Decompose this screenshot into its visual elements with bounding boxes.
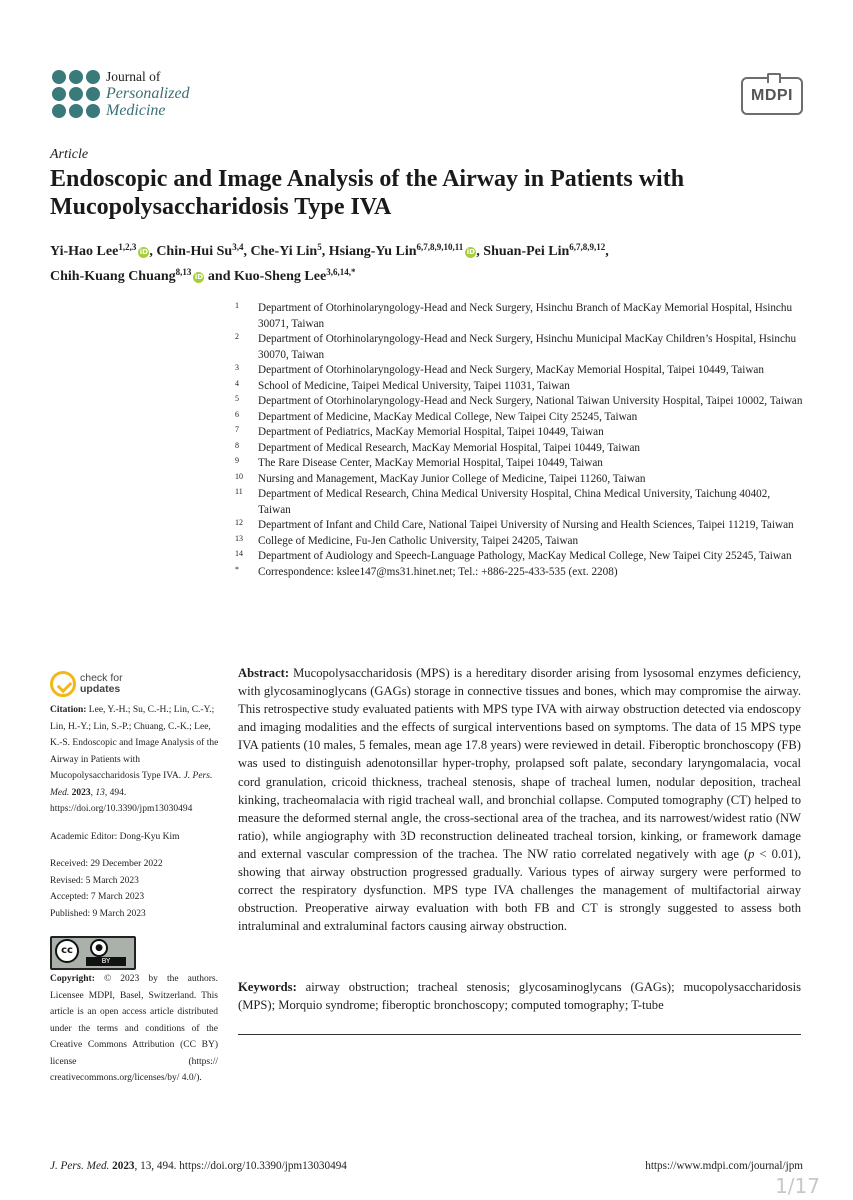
affiliation-item — [235, 565, 805, 581]
affiliation-text: Department of Otorhinolaryngology-Head and Neck Surgery, National Taiwan University Hospital, Taipei 10002, Taiwan — [258, 395, 803, 407]
affiliation-text: Department of Medical Research, China Medical University Hospital, China Medical University, Taichung 40402, Taiwan — [258, 488, 771, 516]
affiliation-text: The Rare Disease Center, MacKay Memorial Hospital, Taipei 10449, Taiwan — [258, 457, 603, 469]
affiliation-number: 8 — [235, 440, 239, 450]
affiliation-text: Department of Otorhinolaryngology-Head and Neck Surgery, Hsinchu Branch of MacKay Memorial Hospital, Hsinchu 30071, Taiwan — [258, 302, 793, 330]
orcid-icon[interactable]: iD — [194, 273, 204, 281]
attribution-person-icon: ● — [90, 939, 108, 957]
abstract-text-part1: Mucopolysaccharidosis (MPS) is a hereditary disorder arising from lysosomal enzymes deficiency, with glycosaminoglycans (GAGs) storage in connective tissues and bones, which may compromise the airway. This retrospective study evaluated patients with MPS type IVA with airway obstruction detected via endoscopy and imaging modalities and the effects of surgical interventions based on symptoms. The data of 15 MPS type IVA patients (10 males, 5 females, mean age 17.8 years) were reviewed in detail. Fiberoptic bronchoscopy (FB) was used to distinguish adenotonsillar hyper-trophy, prolapsed soft palate, secondary laryngomalacia, vocal cord granulation, cricoid thickness, tracheal stenosis, shape of tracheal lumen, nodular deposition, tracheal kinking, tracheomalacia with rigid tracheal wall, and bronchial collapse. Computed tomography (CT) helped to measure the deformed sternal angle, the cross-sectional area of the trachea, and its narrowest/widest ratio (NW ratio), while angiography with 3D reconstruction delineated tracheal torsion, kinking, or framework damage and external vascular compression of the trachea. The NW ratio correlated negatively with age ( — [238, 666, 801, 861]
citation-label: Citation: — [50, 705, 87, 715]
keywords-text: airway obstruction; tracheal stenosis; glycosaminoglycans (GAGs); mucopolysaccharidosis (MPS); Morquio syndrome; fiberoptic bronchoscopy; computed tomography; T-tube — [238, 980, 801, 1013]
journal-name-line1: Journal of — [106, 69, 161, 84]
copyright-notice — [50, 971, 218, 1087]
affiliation-number: 7 — [235, 425, 239, 434]
check-for-updates-button[interactable] — [50, 671, 200, 701]
article-type: Article — [50, 147, 89, 162]
affiliation-text: School of Medicine, Taipei Medical University, Taipei 11031, Taiwan — [258, 379, 570, 392]
copyright-label: Copyright: — [50, 974, 95, 984]
journal-name-line3: Medicine — [106, 102, 166, 119]
affiliation-item — [235, 394, 805, 410]
logo-dot — [52, 87, 66, 101]
author-separator: , — [149, 244, 157, 259]
affiliation-number: 3 — [235, 363, 239, 372]
logo-dot — [52, 104, 66, 118]
affiliation-text: Nursing and Management, MacKay Junior College of Medicine, Taipei 11260, Taiwan — [258, 472, 646, 485]
affiliation-text: Correspondence: kslee147@ms31.hinet.net; Tel.: +886-225-433-535 (ext. 2208) — [258, 565, 618, 578]
affiliation-text: Department of Medical Research, MacKay Memorial Hospital, Taipei 10449, Taiwan — [258, 441, 641, 454]
page-indicator: 1/17 — [775, 1174, 820, 1198]
section-divider — [238, 1034, 801, 1035]
citation-volume: 13 — [95, 787, 105, 798]
academic-editor: Academic Editor: Dong-Kyu Kim — [50, 832, 180, 842]
affiliation-number: * — [235, 564, 239, 574]
author-separator: , — [605, 244, 609, 259]
author-separator: , — [476, 244, 484, 259]
cc-by-license-badge[interactable] — [50, 936, 136, 970]
affiliation-text: College of Medicine, Fu-Jen Catholic University, Taipei 24205, Taiwan — [258, 534, 579, 547]
logo-dot — [69, 87, 83, 101]
affiliation-item — [235, 534, 805, 550]
author-separator: , — [243, 244, 251, 259]
author-affiliation-marks: 3,4 — [232, 242, 244, 252]
affiliation-item — [235, 410, 805, 426]
affiliation-item — [235, 549, 805, 565]
date-accepted: Accepted: 7 March 2023 — [50, 892, 145, 902]
author-name: Kuo-Sheng Lee — [234, 269, 327, 284]
author-separator: , — [321, 244, 329, 259]
author-name: Yi-Hao Lee — [50, 244, 119, 259]
keywords-label: Keywords: — [238, 980, 297, 994]
check-updates-label — [80, 673, 123, 695]
footer-doi[interactable]: , 13, 494. https://doi.org/10.3390/jpm13030494 — [134, 1160, 347, 1172]
mdpi-logo-tab — [767, 73, 781, 83]
author-name: Chin-Hui Su — [156, 244, 233, 259]
journal-name-line2: Personalized — [106, 85, 190, 102]
citation-journal: J. Pers. Med. — [50, 771, 213, 798]
footer-journal-url[interactable]: https://www.mdpi.com/journal/jpm — [645, 1160, 803, 1172]
author-affiliation-marks: 5 — [317, 242, 322, 252]
check-updates-icon — [50, 671, 76, 697]
affiliation-item — [235, 518, 805, 534]
affiliation-text: Department of Infant and Child Care, National Taipei University of Nursing and Health Sciences, Taipei 11219, Taiwan — [258, 519, 794, 531]
affiliation-text: Department of Audiology and Speech-Language Pathology, MacKay Medical College, New Taipei City 25245, Taiwan — [258, 550, 792, 562]
publisher-name: MDPI — [751, 87, 793, 104]
citation: Citation: Lee, Y.-H.; Su, C.-H.; Lin, C.-Y.; Lin, H.-Y.; Lin, S.-P.; Chuang, C.-K.; Lee, K.-S. Endoscopic and Image Analysis of the Airway in Patients with Mucopolysaccharidosis Type IVA. J. Pers. Med. 2023, 13, 494. https://doi.org/10.3390/jpm13030494 — [50, 705, 219, 814]
abstract-text-part2: < 0.01), showing that airway obstruction progressed gradually. Various types of airway surgery were performed to correct the respiratory dysfunction. MPS type IVA challenges the management of multifactorial airway obstruction. Preoperative airway evaluation with both FB and CT is strongly suggested to assess both intraluminal and extraluminal factors causing airway obstruction. — [238, 846, 802, 934]
affiliation-item — [235, 487, 805, 518]
affiliation-item — [235, 301, 805, 332]
affiliation-list — [235, 301, 805, 580]
abstract-label: Abstract: — [238, 666, 290, 680]
author-list — [50, 237, 810, 287]
affiliation-text: Department of Otorhinolaryngology-Head and Neck Surgery, MacKay Memorial Hospital, Taipei 10449, Taiwan — [258, 364, 764, 376]
article-title: Endoscopic and Image Analysis of the Airway in Patients with Mucopolysaccharidosis Type IVA — [50, 166, 685, 220]
publisher-logo — [741, 77, 803, 115]
check-updates-line1: check for — [80, 672, 123, 684]
affiliation-item — [235, 472, 805, 488]
affiliation-number: 2 — [235, 332, 239, 341]
citation-doi[interactable]: , 494. https://doi.org/10.3390/jpm13030494 — [50, 787, 193, 814]
cc-icon: cc — [55, 939, 79, 963]
footer-journal: J. Pers. Med. — [50, 1160, 110, 1172]
copyright-text: © 2023 by the authors. Licensee MDPI, Basel, Switzerland. This article is an open access article distributed under the terms and conditions of the Creative Commons Attribution (CC BY) license (https:// creativecommons.org/licenses/by/ 4.0/). — [50, 974, 218, 1083]
citation-year: 2023 — [71, 787, 91, 798]
cc-by-label: BY — [86, 957, 126, 966]
date-received: Received: 29 December 2022 — [50, 859, 163, 869]
author-separator: and — [204, 269, 234, 284]
affiliation-text: Department of Otorhinolaryngology-Head and Neck Surgery, Hsinchu Municipal MacKay Children’s Hospital, Hsinchu 30070, Taiwan — [258, 333, 797, 361]
affiliation-item — [235, 363, 805, 379]
logo-dot — [69, 70, 83, 84]
affiliation-number: 6 — [235, 409, 239, 419]
date-revised: Revised: 5 March 2023 — [50, 875, 139, 886]
affiliation-item — [235, 332, 805, 363]
abstract-p-symbol: p — [748, 846, 755, 861]
affiliation-item — [235, 425, 805, 441]
affiliation-number: 14 — [235, 549, 243, 558]
orcid-icon[interactable]: iD — [466, 248, 475, 256]
logo-dot — [52, 70, 66, 84]
affiliation-item — [235, 441, 805, 457]
check-updates-line2: updates — [80, 683, 121, 695]
footer-citation — [50, 1160, 347, 1172]
affiliation-number: 1 — [235, 301, 239, 310]
affiliation-number: 12 — [235, 518, 243, 527]
orcid-icon[interactable]: iD — [139, 248, 148, 256]
author-affiliation-marks: 1,2,3 — [118, 242, 137, 252]
author-affiliation-marks: 8,13 — [175, 267, 192, 277]
affiliation-item — [235, 379, 805, 395]
affiliation-number: 4 — [235, 378, 239, 388]
affiliation-number: 10 — [235, 471, 243, 481]
abstract — [238, 664, 801, 935]
affiliation-number: 13 — [235, 533, 243, 543]
journal-logo-icon — [52, 70, 100, 118]
logo-dot — [69, 104, 83, 118]
author-name: Che-Yi Lin — [250, 244, 318, 259]
logo-dot — [86, 87, 100, 101]
date-published: Published: 9 March 2023 — [50, 908, 146, 919]
logo-dot — [86, 104, 100, 118]
affiliation-item — [235, 456, 805, 472]
author-affiliation-marks: 6,7,8,9,10,11 — [416, 242, 464, 252]
publication-dates — [50, 856, 220, 922]
affiliation-text: Department of Pediatrics, MacKay Memorial Hospital, Taipei 10449, Taiwan — [258, 426, 604, 438]
citation-text: Lee, Y.-H.; Su, C.-H.; Lin, C.-Y.; Lin, H.-Y.; Lin, S.-P.; Chuang, C.-K.; Lee, K.-S. Endoscopic and Image Analysis of the Airway in Patients with Mucopolysaccharidosis Type IVA. — [50, 705, 219, 781]
footer-year: 2023 — [112, 1160, 135, 1172]
author-name: Chih-Kuang Chuang — [50, 269, 176, 284]
author-affiliation-marks: 3,6,14,* — [326, 267, 356, 277]
affiliation-number: 9 — [235, 456, 239, 465]
logo-dot — [86, 70, 100, 84]
affiliation-text: Department of Medicine, MacKay Medical College, New Taipei City 25245, Taiwan — [258, 410, 638, 423]
author-name: Shuan-Pei Lin — [483, 244, 570, 259]
author-affiliation-marks: 6,7,8,9,12 — [569, 242, 606, 252]
author-name: Hsiang-Yu Lin — [328, 244, 417, 259]
keywords — [238, 978, 801, 1014]
affiliation-number: 11 — [235, 487, 243, 496]
affiliation-number: 5 — [235, 394, 239, 403]
journal-name — [106, 68, 190, 119]
